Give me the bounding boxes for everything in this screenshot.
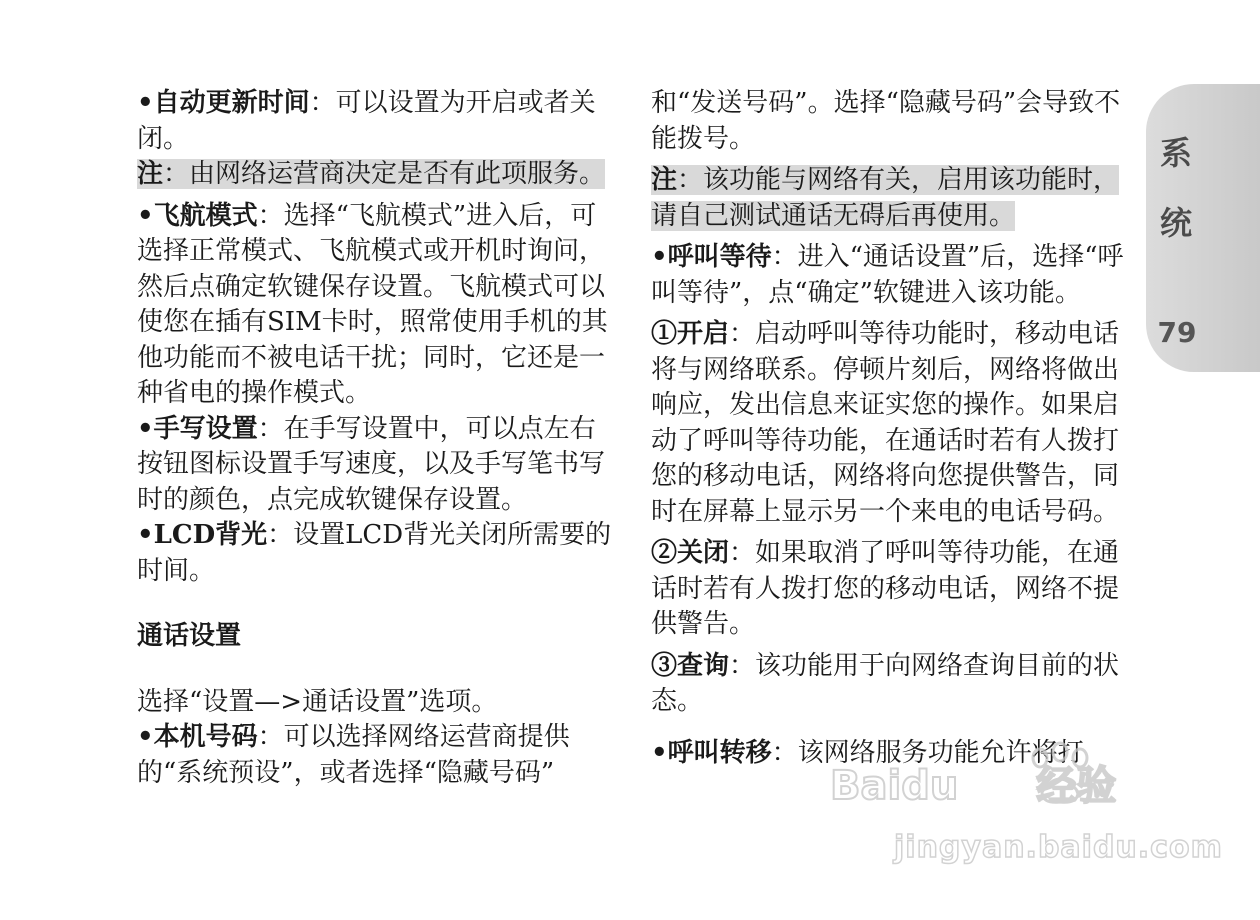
paragraph-enable: ①开启：启动呼叫等待功能时，移动电话将与网络联系。停顿片刻后，网络将做出响应，发出信息来证实您的操作。如果启动了呼叫等待功能，在通话时若有人拨打您的移动电话，网络将向您提供警告，同时在屏幕上显示另一个来电的电话号码。 [651,319,1120,527]
paragraph-send-number: 和“发送号码”。选择“隐藏号码”会导致不能拨号。 [651,88,1121,154]
term-call-waiting: •呼叫等待 [651,242,772,272]
right-column [651,86,1129,771]
term-disable: ②关闭 [651,538,730,568]
paragraph-own-number: •本机号码：可以选择网络运营商提供的“系统预设”，或者选择“隐藏号码” [137,722,570,788]
paragraph-handwriting: •手写设置：在手写设置中，可以点左右按钮图标设置手写速度，以及手写笔书写时的颜色，点完成软键保存设置。 [137,413,606,515]
term-own-number: •本机号码 [137,722,258,752]
paragraph-call-forwarding: •呼叫转移：该网络服务功能允许将打 [651,737,1084,768]
term-query: ③查询 [651,650,730,681]
note-network: 注：该功能与网络有关，启用该功能时，请自己测试通话无碍后再使用。 [651,165,1120,231]
left-column [137,86,615,791]
baidu-jingyan-watermark [830,744,1223,874]
note-label: 注 [651,165,678,195]
term-lcd-backlight: •LCD背光 [137,520,268,550]
section-heading-call-settings: 通话设置 [137,621,242,651]
chapter-side-tab [1146,84,1260,372]
paragraph-disable: ②关闭：如果取消了呼叫等待功能，在通话时若有人拨打您的移动电话，网络不提供警告。 [651,538,1120,639]
note-label: 注 [137,159,164,189]
term-flight-mode: •飞航模式 [137,200,258,231]
paragraph-flight-mode: •飞航模式：选择“飞航模式”进入后，可选择正常模式、飞航模式或开机时询问，然后点确定软键保存设置。飞航模式可以使您在插有SIM卡时，照常使用手机的其他功能而不被电话干扰；同时，它还是一种省电的操作模式。 [137,200,608,408]
tab-label-char-2: 统 [1159,204,1192,242]
watermark-url: jingyan.baidu.com [894,830,1223,865]
paragraph-auto-update-time: •自动更新时间：可以设置为开启或者关闭。 [137,88,596,154]
page-number: 79 [1157,316,1197,349]
watermark-brand-text: Baidu 经验 [830,763,1117,809]
paragraph-select-call-settings: 选择“设置—>通话设置”选项。 [137,686,498,717]
term-call-forwarding: •呼叫转移 [651,737,772,768]
term-auto-update-time: •自动更新时间 [137,88,310,118]
paragraph-call-waiting: •呼叫等待：进入“通话设置”后，选择“呼叫等待”，点“确定”软键进入该功能。 [651,242,1124,308]
paragraph-lcd-backlight: •LCD背光：设置LCD背光关闭所需要的时间。 [137,520,612,586]
term-enable: ①开启 [651,319,730,349]
tab-label-char-1: 系 [1159,134,1192,172]
paragraph-query: ③查询：该功能用于向网络查询目前的状态。 [651,650,1120,716]
note-carrier: 注：由网络运营商决定是否有此项服务。 [137,159,606,189]
term-handwriting: •手写设置 [137,413,258,444]
